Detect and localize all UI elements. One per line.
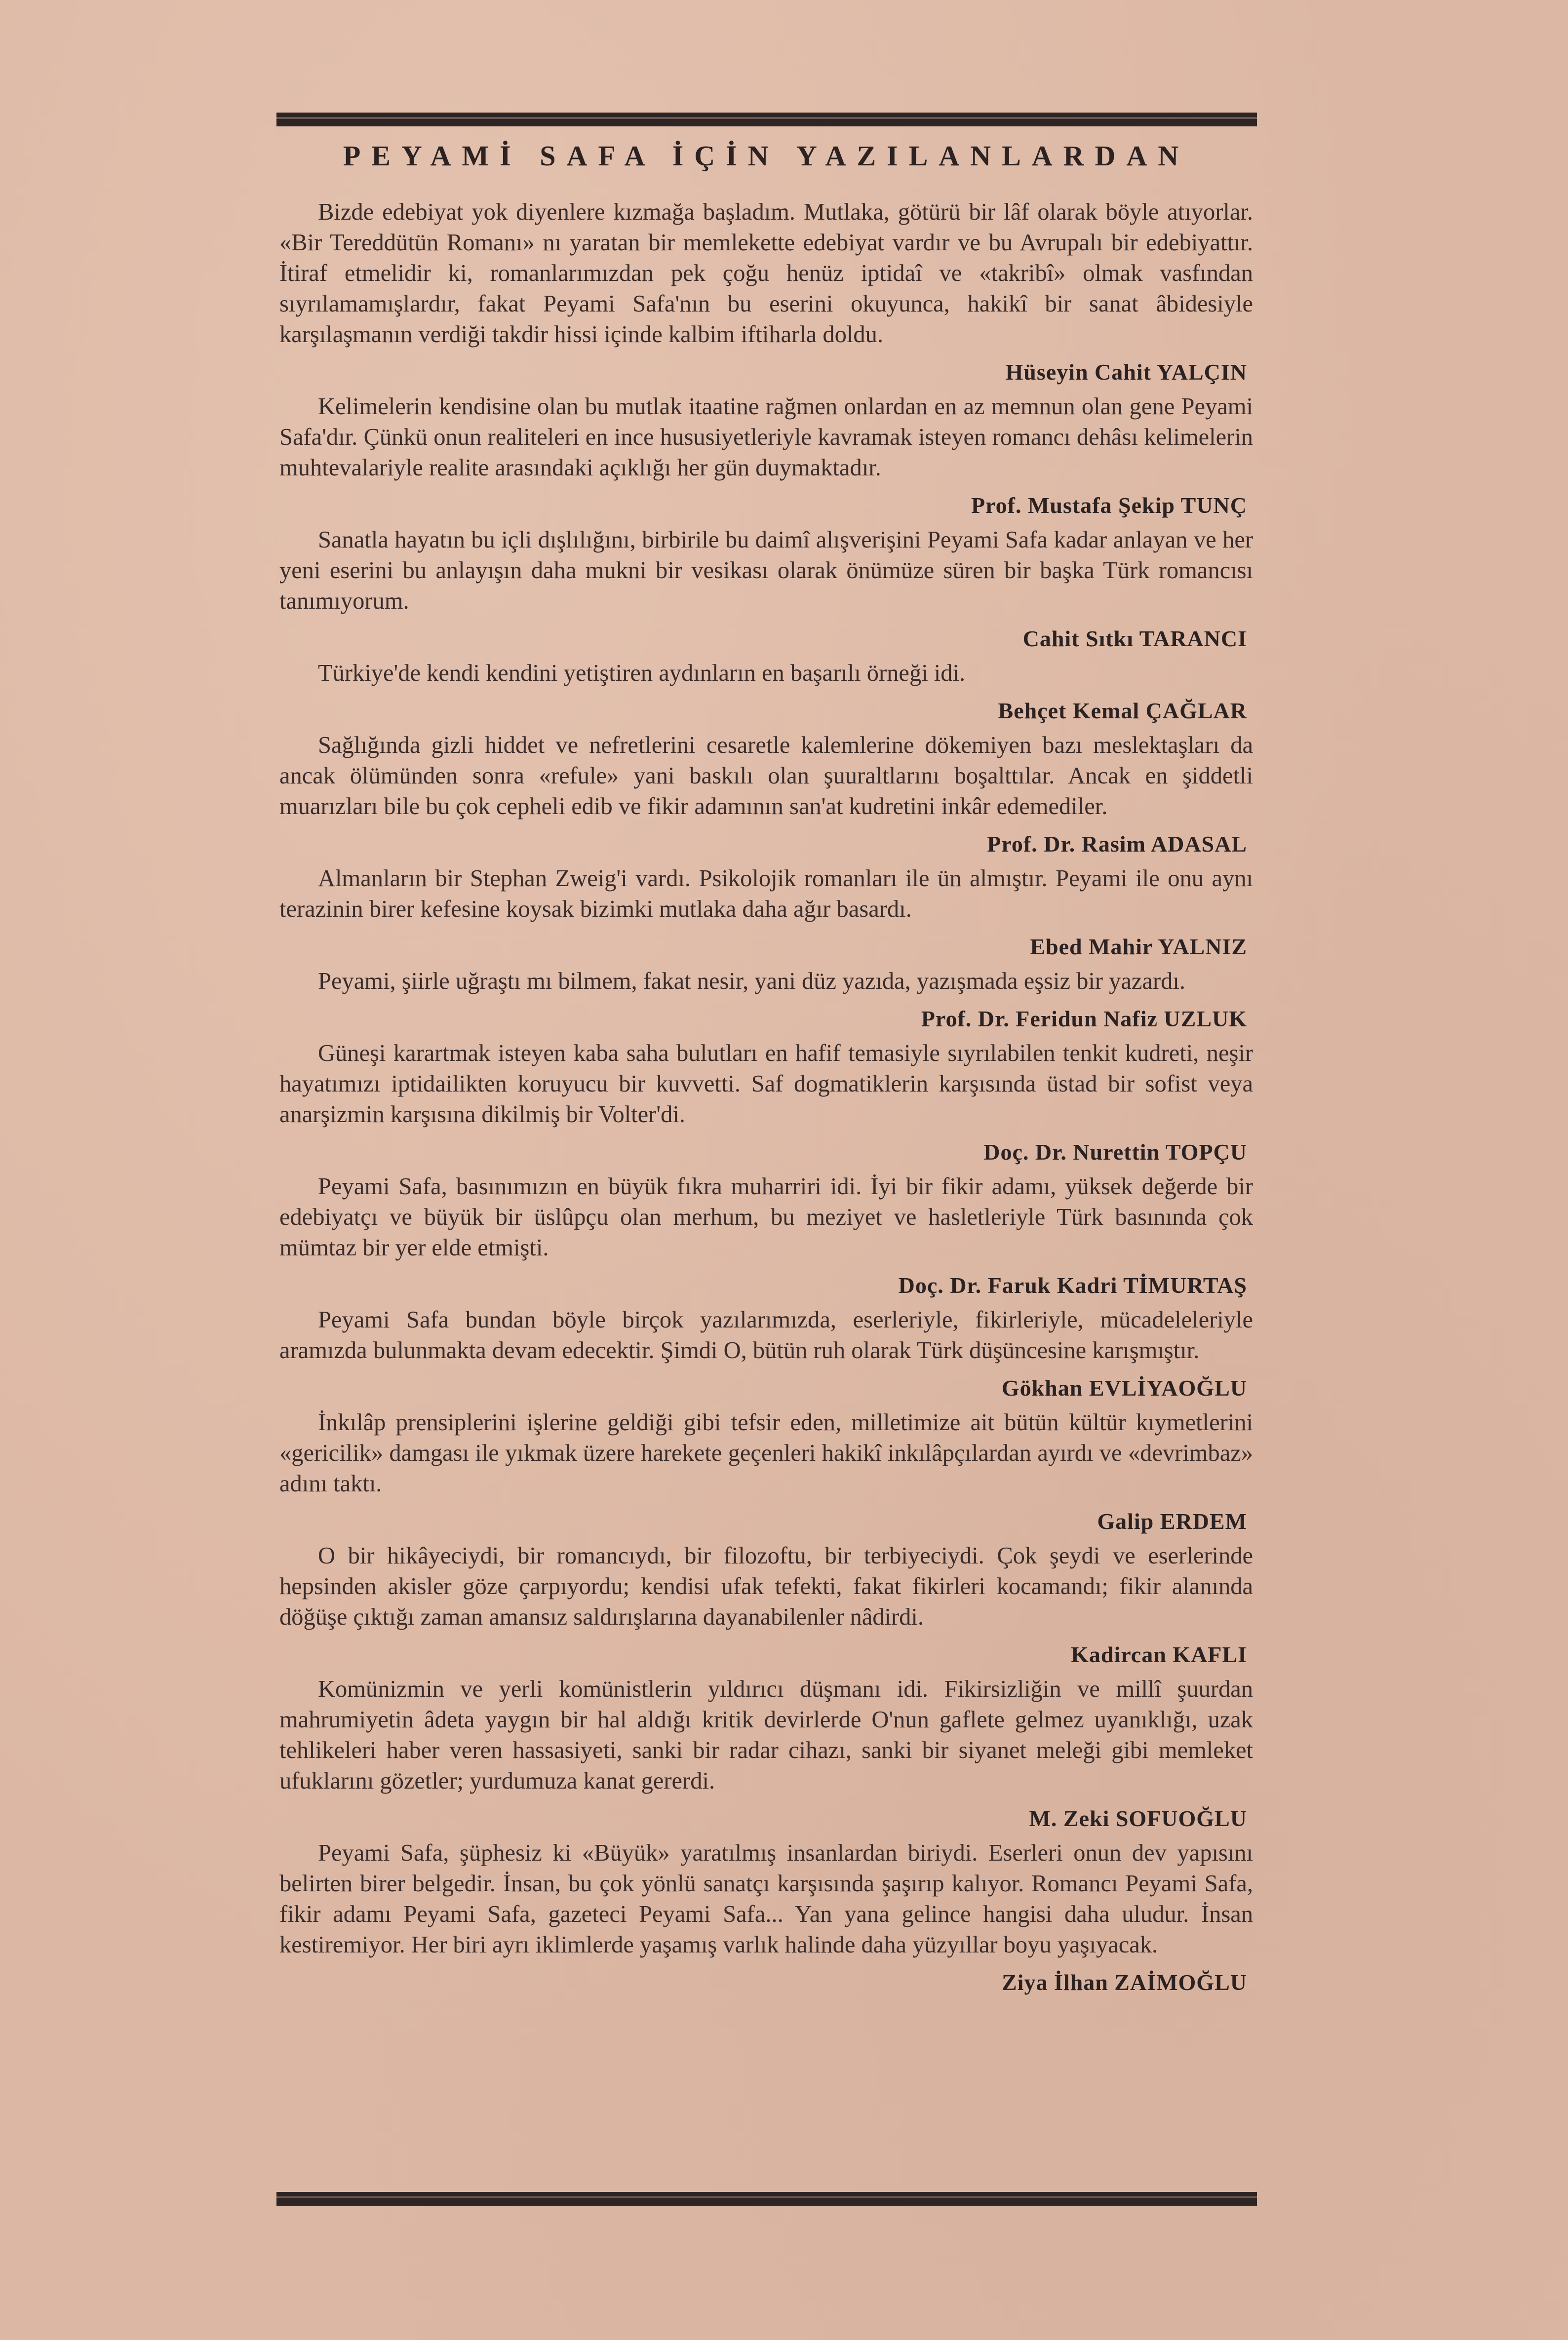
tribute-author: Behçet Kemal ÇAĞLAR bbox=[998, 698, 1247, 723]
page-title: PEYAMİ SAFA İÇİN YAZILANLARDAN bbox=[343, 140, 1190, 172]
tribute-author: Doç. Dr. Faruk Kadri TİMURTAŞ bbox=[898, 1273, 1247, 1298]
tribute-entry bbox=[279, 1838, 1253, 1998]
tribute-author: Ziya İlhan ZAİMOĞLU bbox=[1002, 1970, 1247, 1995]
tribute-entry bbox=[279, 966, 1253, 1034]
tribute-entry bbox=[279, 1407, 1253, 1537]
tribute-author: Prof. Mustafa Şekip TUNÇ bbox=[971, 493, 1247, 518]
tribute-author: Kadircan KAFLI bbox=[1071, 1642, 1247, 1667]
tribute-author: Gökhan EVLİYAOĞLU bbox=[1001, 1375, 1247, 1401]
bottom-rule bbox=[276, 2192, 1257, 2206]
top-rule bbox=[276, 113, 1257, 126]
tribute-quote: Türkiye'de kendi kendini yetiştiren aydınların en başarılı örneği idi. bbox=[318, 660, 966, 686]
tribute-entry bbox=[279, 197, 1253, 388]
tribute-entry bbox=[279, 1171, 1253, 1301]
tribute-quote: Bizde edebiyat yok diyenlere kızmağa başladım. Mutlaka, götürü bir lâf olarak böyle atıyorlar. «Bir Tereddütün Romanı» nı yaratan bir memlekette edebiyat vardır ve bu Avrupalı bir edebiyattır. İtiraf etmelidir ki, romanlarımızdan pek çoğu henüz iptidaî ve «takribî» olmak vasfından sıyrılamamışlardır, fakat Peyami Safa'nın bu eserini okuyunca, hakikî bir sanat âbidesiyle karşılaşmanın verdiği takdir hissi içinde kalbim iftiharla doldu. bbox=[279, 199, 1253, 348]
tribute-entry bbox=[279, 525, 1253, 654]
document-body bbox=[279, 133, 1253, 2002]
tribute-entry bbox=[279, 1305, 1253, 1404]
tribute-author: Doç. Dr. Nurettin TOPÇU bbox=[983, 1139, 1247, 1165]
tribute-author: Prof. Dr. Feridun Nafiz UZLUK bbox=[921, 1006, 1247, 1031]
tribute-quote: Almanların bir Stephan Zweig'i vardı. Psikolojik romanları ile ün almıştır. Peyami ile onu aynı terazinin birer kefesine koysak bizimki mutlaka daha ağır basardı. bbox=[279, 865, 1253, 922]
tribute-entry bbox=[279, 1038, 1253, 1168]
tribute-author: M. Zeki SOFUOĞLU bbox=[1029, 1806, 1247, 1831]
tribute-quote: Komünizmin ve yerli komünistlerin yıldırıcı düşmanı idi. Fikirsizliğin ve millî şuurdan mahrumiyetin âdeta yaygın bir hal aldığı kritik devirlerde O'nun gaflete gelmez uyanıklığı, uzak tehlikeleri haber veren hassasiyeti, sanki bir radar cihazı, sanki bir siyanet meleği gibi memleket ufuklarını gözetler; yurdumuza kanat gererdi. bbox=[279, 1676, 1253, 1794]
tribute-author: Ebed Mahir YALNIZ bbox=[1030, 934, 1247, 959]
tribute-quote: O bir hikâyeciydi, bir romancıydı, bir filozoftu, bir terbiyeciydi. Çok şeydi ve eserlerinde hepsinden akisler göze çarpıyordu; kendisi ufak tefekti, fakat fikirleri kocamandı; fikir alanında döğüşe çıktığı zaman amansız saldırışlarına dayanabilenler nâdirdi. bbox=[279, 1543, 1253, 1630]
tribute-quote: Güneşi karartmak isteyen kaba saha bulutları en hafif temasiyle sıyrılabilen tenkit kudreti, neşir hayatımızı iptidailikten koruyucu bir kuvvetti. Saf dogmatiklerin karşısında üstad bir sofist veya anarşizmin karşısına dikilmiş bir Volter'di. bbox=[279, 1040, 1253, 1128]
tribute-quote: Peyami, şiirle uğraştı mı bilmem, fakat nesir, yani düz yazıda, yazışmada eşsiz bir yazardı. bbox=[318, 968, 1185, 994]
tribute-quote: İnkılâp prensiplerini işlerine geldiği gibi tefsir eden, milletimize ait bütün kültür kıymetlerini «gericilik» damgası ile yıkmak üzere harekete geçenleri hakikî inkılâpçılardan ayırdı ve «devrimbaz» adını taktı. bbox=[279, 1409, 1253, 1497]
tribute-entry bbox=[279, 658, 1253, 726]
tribute-author: Galip ERDEM bbox=[1097, 1509, 1247, 1534]
tribute-entry bbox=[279, 391, 1253, 521]
tribute-quote: Kelimelerin kendisine olan bu mutlak itaatine rağmen onlardan en az memnun olan gene Peyami Safa'dır. Çünkü onun realiteleri en ince hususiyetleriyle kavramak isteyen romancı dehâsı kelimelerin muhtevalariyle realite arasındaki açıklığı her gün duymaktadır. bbox=[279, 393, 1253, 481]
tribute-entry bbox=[279, 1541, 1253, 1670]
tribute-quote: Peyami Safa, şüphesiz ki «Büyük» yaratılmış insanlardan biriydi. Eserleri onun dev yapısını belirten birer belgedir. İnsan, bu çok yönlü sanatçı karşısında şaşırıp kalıyor. Romancı Peyami Safa, fikir adamı Peyami Safa, gazeteci Peyami Safa... Yan yana gelince hangisi daha uludur. İnsan kestiremiyor. Her biri ayrı iklimlerde yaşamış varlık halinde daha yüzyıllar boyu yaşıyacak. bbox=[279, 1840, 1253, 1958]
tribute-quote: Peyami Safa, basınımızın en büyük fıkra muharriri idi. İyi bir fikir adamı, yüksek değerde bir edebiyatçı ve büyük bir üslûpçu olan merhum, bu meziyet ve hasletleriyle Türk basınında çok mümtaz bir yer elde etmişti. bbox=[279, 1173, 1253, 1261]
tribute-quote: Sağlığında gizli hiddet ve nefretlerini cesaretle kalemlerine dökemiyen bazı meslektaşları da ancak ölümünden sonra «refule» yani baskılı olan şuuraltlarını boşalttılar. Ancak en şiddetli muarızları bile bu çok cepheli edib ve fikir adamının san'at kudretini inkâr edemediler. bbox=[279, 732, 1253, 819]
tribute-author: Hüseyin Cahit YALÇIN bbox=[1005, 359, 1247, 385]
tribute-entry bbox=[279, 730, 1253, 859]
tribute-author: Prof. Dr. Rasim ADASAL bbox=[987, 831, 1247, 857]
tribute-entry bbox=[279, 863, 1253, 962]
tribute-author: Cahit Sıtkı TARANCI bbox=[1022, 626, 1247, 651]
tribute-quote: Sanatla hayatın bu içli dışlılığını, birbirile bu daimî alışverişini Peyami Safa kadar anlayan ve her yeni eserini bu anlayışın daha mukni bir vesikası olarak önümüze süren bir başka Türk romancısı tanımıyorum. bbox=[279, 527, 1253, 614]
tribute-entry bbox=[279, 1674, 1253, 1834]
tribute-quote: Peyami Safa bundan böyle birçok yazılarımızda, eserleriyle, fikirleriyle, mücadeleleriyle aramızda bulunmakta devam edecektir. Şimdi O, bütün ruh olarak Türk düşüncesine karışmıştır. bbox=[279, 1307, 1253, 1364]
